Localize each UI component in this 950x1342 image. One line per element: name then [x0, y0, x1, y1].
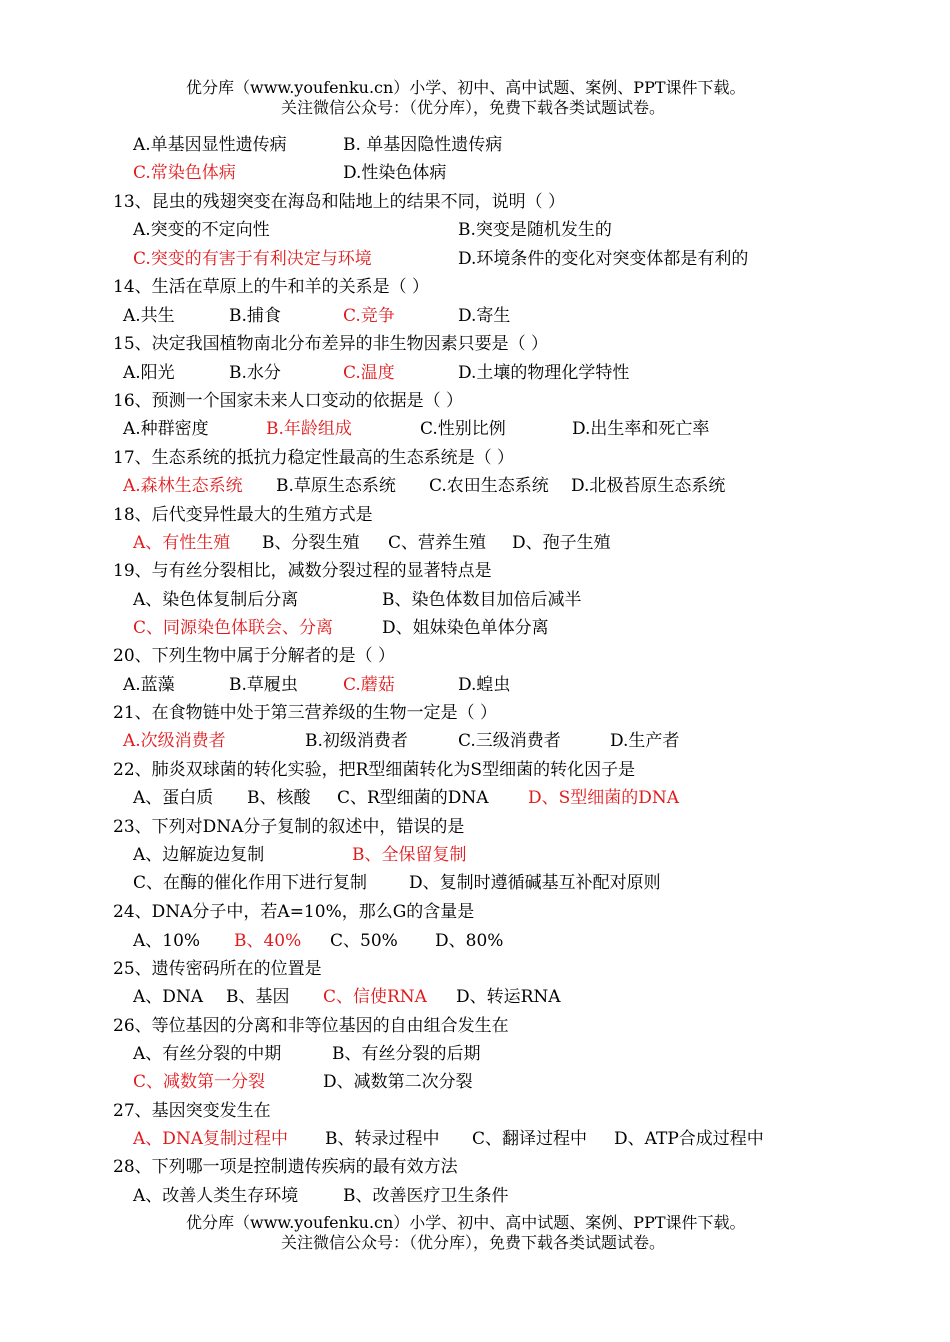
q25-stem: 25、遗传密码所在的位置是: [113, 959, 322, 979]
q16-option-b: B.年龄组成: [266, 419, 352, 439]
q20-option-c: C.蘑菇: [343, 675, 395, 695]
q21-option-c: C.三级消费者: [458, 731, 561, 751]
q12-option-b: B. 单基因隐性遗传病: [343, 135, 503, 155]
q18-option-d: D、孢子生殖: [512, 533, 611, 553]
q24-option-b: B、40%: [234, 931, 302, 951]
q25-option-c: C、信使RNA: [323, 987, 427, 1007]
q19-option-d: D、姐妹染色单体分离: [382, 618, 549, 638]
q25-option-d: D、转运RNA: [456, 987, 561, 1007]
q27-stem: 27、基因突变发生在: [113, 1101, 271, 1121]
q13-option-b: B.突变是随机发生的: [458, 220, 612, 240]
q12-option-c: C.常染色体病: [133, 163, 236, 183]
q27-option-a: A、DNA复制过程中: [133, 1129, 289, 1149]
q20-stem: 20、下列生物中属于分解者的是（ ）: [113, 646, 396, 666]
q22-option-b: B、核酸: [247, 788, 311, 808]
q22-stem: 22、肺炎双球菌的转化实验，把R型细菌转化为S型细菌的转化因子是: [113, 760, 636, 780]
q15-option-c: C.温度: [343, 363, 395, 383]
q27-option-b: B、转录过程中: [325, 1129, 440, 1149]
q26-stem: 26、等位基因的分离和非等位基因的自由组合发生在: [113, 1016, 509, 1036]
q13-option-c: C.突变的有害于有利决定与环境: [133, 249, 372, 269]
q21-stem: 21、在食物链中处于第三营养级的生物一定是（ ）: [113, 703, 498, 723]
q27-option-c: C、翻译过程中: [472, 1129, 588, 1149]
q22-option-c: C、R型细菌的DNA: [337, 788, 489, 808]
q21-option-b: B.初级消费者: [305, 731, 408, 751]
q26-option-c: C、减数第一分裂: [133, 1072, 266, 1092]
q18-stem: 18、后代变异性最大的生殖方式是: [113, 505, 373, 525]
q12-option-a: A.单基因显性遗传病: [133, 135, 287, 155]
q21-option-d: D.生产者: [610, 731, 680, 751]
q16-option-a: A.种群密度: [123, 419, 209, 439]
q26-option-a: A、有丝分裂的中期: [133, 1044, 282, 1064]
q28-stem: 28、下列哪一项是控制遗传疾病的最有效方法: [113, 1157, 458, 1177]
footer-line-2: 关注微信公众号：（优分库），免费下载各类试题试卷。: [280, 1233, 665, 1252]
q19-stem: 19、与有丝分裂相比，减数分裂过程的显著特点是: [113, 561, 492, 581]
q20-option-b: B.草履虫: [229, 675, 298, 695]
q17-option-a: A.森林生态系统: [123, 476, 243, 496]
q15-option-b: B.水分: [229, 363, 281, 383]
q18-option-a: A、有性生殖: [133, 533, 231, 553]
q23-option-b: B、全保留复制: [352, 845, 467, 865]
q28-option-b: B、改善医疗卫生条件: [343, 1186, 509, 1206]
q23-option-a: A、边解旋边复制: [133, 845, 265, 865]
q20-option-d: D.蝗虫: [458, 675, 511, 695]
q17-stem: 17、生态系统的抵抗力稳定性最高的生态系统是（ ）: [113, 448, 515, 468]
q13-stem: 13、昆虫的残翅突变在海岛和陆地上的结果不同，说明（ ）: [113, 192, 566, 212]
q21-option-a: A.次级消费者: [123, 731, 226, 751]
q23-option-c: C、在酶的催化作用下进行复制: [133, 873, 368, 893]
q14-option-b: B.捕食: [229, 306, 281, 326]
q24-stem: 24、DNA分子中，若A=10%，那么G的含量是: [113, 902, 475, 922]
q14-option-a: A.共生: [123, 306, 175, 326]
q13-option-d: D.环境条件的变化对突变体都是有利的: [458, 249, 749, 269]
q17-option-c: C.农田生态系统: [429, 476, 549, 496]
q26-option-d: D、减数第二次分裂: [323, 1072, 473, 1092]
q26-option-b: B、有丝分裂的后期: [332, 1044, 481, 1064]
q24-option-a: A、10%: [133, 931, 201, 951]
q27-option-d: D、ATP合成过程中: [614, 1129, 764, 1149]
q22-option-a: A、蛋白质: [133, 788, 214, 808]
header-line-2: 关注微信公众号：（优分库），免费下载各类试题试卷。: [280, 98, 665, 117]
q19-option-a: A、染色体复制后分离: [133, 590, 299, 610]
q22-option-d: D、S型细菌的DNA: [528, 788, 680, 808]
q28-option-a: A、改善人类生存环境: [133, 1186, 299, 1206]
q25-option-a: A、DNA: [133, 987, 204, 1007]
q18-option-b: B、分裂生殖: [262, 533, 360, 553]
q16-option-c: C.性别比例: [420, 419, 506, 439]
q23-stem: 23、下列对DNA分子复制的叙述中，错误的是: [113, 817, 465, 837]
header-line-1: 优分库（www.youfenku.cn）小学、初中、高中试题、案例、PPT课件下载。: [186, 78, 746, 97]
q25-option-b: B、基因: [226, 987, 290, 1007]
q23-option-d: D、复制时遵循碱基互补配对原则: [409, 873, 661, 893]
q15-stem: 15、决定我国植物南北分布差异的非生物因素只要是（ ）: [113, 334, 549, 354]
q19-option-b: B、染色体数目加倍后减半: [382, 590, 582, 610]
q17-option-d: D.北极苔原生态系统: [571, 476, 726, 496]
q13-option-a: A.突变的不定向性: [133, 220, 270, 240]
q16-stem: 16、预测一个国家未来人口变动的依据是（ ）: [113, 391, 464, 411]
q12-option-d: D.性染色体病: [343, 163, 447, 183]
q14-option-c: C.竞争: [343, 306, 395, 326]
q20-option-a: A.蓝藻: [123, 675, 175, 695]
footer-line-1: 优分库（www.youfenku.cn）小学、初中、高中试题、案例、PPT课件下载。: [186, 1213, 746, 1232]
q19-option-c: C、同源染色体联会、分离: [133, 618, 334, 638]
q16-option-d: D.出生率和死亡率: [572, 419, 710, 439]
q14-stem: 14、生活在草原上的牛和羊的关系是（ ）: [113, 277, 430, 297]
q18-option-c: C、营养生殖: [388, 533, 487, 553]
q17-option-b: B.草原生态系统: [276, 476, 396, 496]
q24-option-c: C、50%: [330, 931, 398, 951]
q15-option-a: A.阳光: [123, 363, 175, 383]
q14-option-d: D.寄生: [458, 306, 511, 326]
q15-option-d: D.土壤的物理化学特性: [458, 363, 630, 383]
q24-option-d: D、80%: [435, 931, 504, 951]
